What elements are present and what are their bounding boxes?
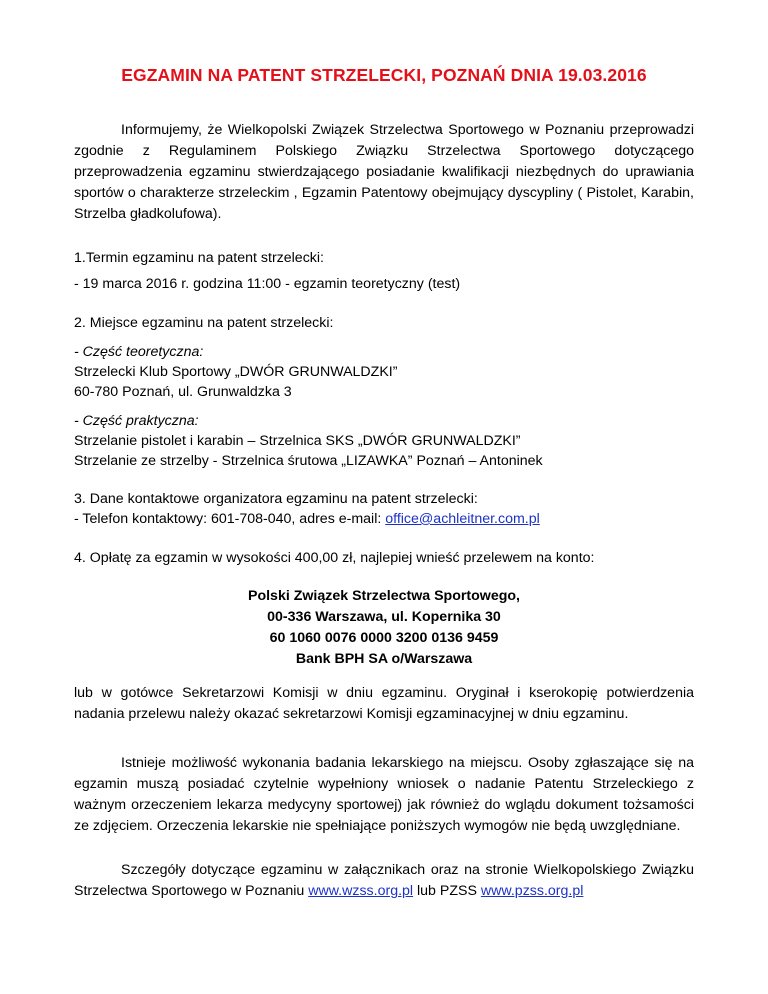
details-text: Szczegóły dotyczące egzaminu w załącznikach oraz na stronie Wielkopolskiego Związku Strzelectwa Sportowego w Poznaniu [74, 862, 694, 899]
page-title: EGZAMIN NA PATENT STRZELECKI, POZNAŃ DNIA 19.03.2016 [121, 65, 647, 85]
details-middle: lub PZSS [413, 883, 481, 899]
bank-details [74, 586, 694, 670]
practice-label: - Część praktyczna: [74, 413, 199, 429]
details-paragraph [74, 860, 694, 902]
section1-heading: 1.Termin egzaminu na patent strzelecki: [74, 250, 324, 266]
theory-address: 60-780 Poznań, ul. Grunwaldzka 3 [74, 384, 292, 400]
contact-line [74, 509, 694, 530]
theory-place: Strzelecki Klub Sportowy „DWÓR GRUNWALDZKI” [74, 364, 398, 380]
wzss-link[interactable]: www.wzss.org.pl [308, 883, 414, 899]
section1-item: - 19 marca 2016 r. godzina 11:00 - egzamin teoretyczny (test) [74, 276, 461, 292]
theory-label: - Część teoretyczna: [74, 344, 204, 360]
practice-line-1: Strzelanie pistolet i karabin – Strzelnica SKS „DWÓR GRUNWALDZKI” [74, 433, 521, 449]
medical-paragraph: Istnieje możliwość wykonania badania lekarskiego na miejscu. Osoby zgłaszające się na egzamin muszą posiadać czytelnie wypełniony wniosek o nadanie Patentu Strzeleckiego z ważnym orzeczeniem lekarza medycyny sportowej) jak również do wglądu dokument tożsamości ze zdjęciem. Orzeczenia lekarskie nie spełniające poniższych wymogów nie będą uwzględniane. [74, 755, 694, 834]
bank-line: Polski Związek Strzelectwa Sportowego, [247, 588, 520, 604]
practice-line-2: Strzelanie ze strzelby - Strzelnica śrutowa „LIZAWKA” Poznań – Antoninek [74, 453, 543, 469]
pzss-link[interactable]: www.pzss.org.pl [480, 883, 584, 899]
section4-heading: 4. Opłatę za egzamin w wysokości 400,00 zł, najlepiej wnieść przelewem na konto: [74, 550, 595, 566]
cash-paragraph: lub w gotówce Sekretarzowi Komisji w dniu egzaminu. Oryginał i kserokopię potwierdzenia nadania przelewu należy okazać sekretarzowi Komisji egzaminacyjnej w dniu egzaminu. [74, 685, 694, 722]
intro-paragraph: Informujemy, że Wielkopolski Związek Strzelectwa Sportowego w Poznaniu przeprowadzi zgodnie z Regulaminem Polskiego Związku Strzelectwa Sportowego dotyczącego przeprowadzenia egzaminu stwierdzającego posiadanie kwalifikacji niezbędnych do uprawiania sportów o charakterze strzeleckim , Egzamin Patentowy obejmujący dyscypliny ( Pistolet, Karabin, Strzelba gładkolufowa). [74, 122, 694, 222]
email-link[interactable]: office@achleitner.com.pl [385, 511, 540, 527]
bank-line: 00-336 Warszawa, ul. Kopernika 30 [267, 609, 501, 625]
section2-heading: 2. Miejsce egzaminu na patent strzelecki: [74, 315, 334, 331]
section3-heading: 3. Dane kontaktowe organizatora egzaminu na patent strzelecki: [74, 491, 478, 507]
contact-text: - Telefon kontaktowy: 601-708-040, adres e-mail: [74, 511, 386, 527]
bank-line: 60 1060 0076 0000 3200 0136 9459 [269, 630, 499, 646]
bank-line: Bank BPH SA o/Warszawa [295, 651, 473, 667]
